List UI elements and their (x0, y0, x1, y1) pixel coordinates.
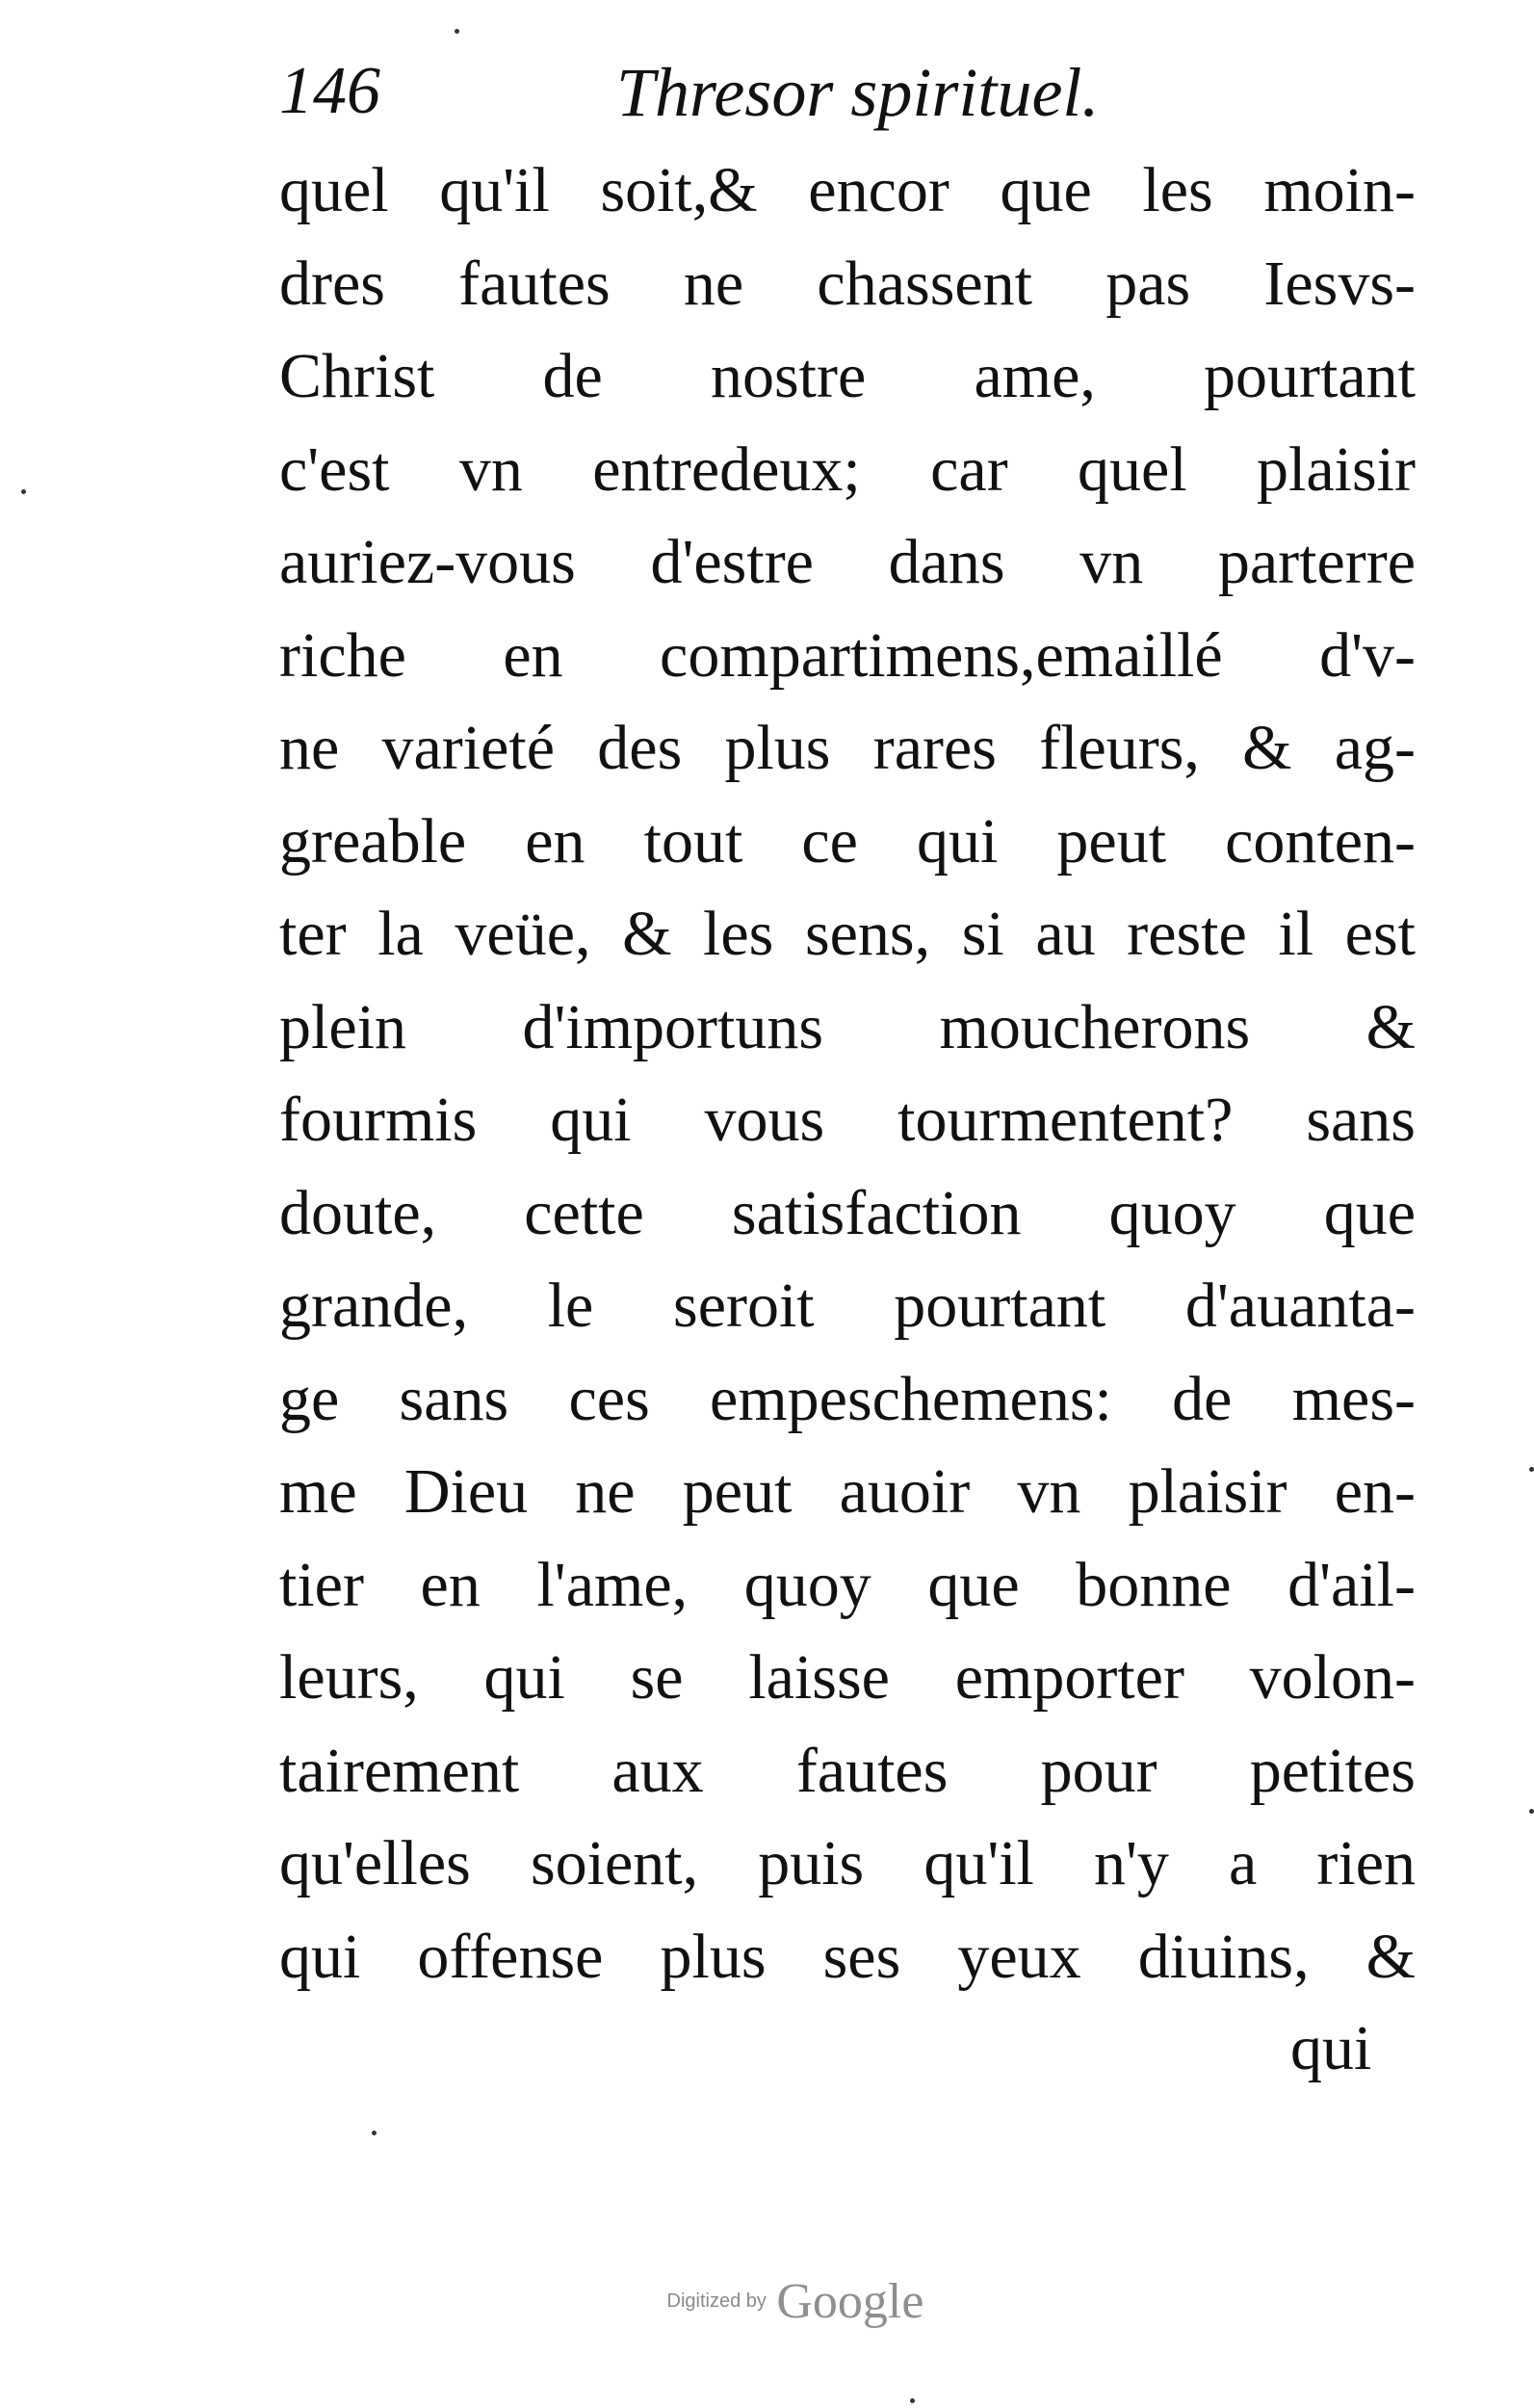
text-line: ge sans ces empeschemens: de mes- (279, 1363, 1416, 1434)
text-line: doute, cette satisfaction quoy que (279, 1177, 1416, 1248)
text-line: qu'elles soient, puis qu'il n'y a rien (279, 1828, 1416, 1898)
running-title: Thresor spirituel. (616, 54, 1100, 131)
text-line: grande, le seroit pourtant d'auanta- (279, 1270, 1416, 1341)
catchword: qui (1290, 2013, 1372, 2083)
text-line: qui offense plus ses yeux diuins, & (279, 1921, 1416, 1992)
text-line: tairement aux fautes pour petites (279, 1735, 1416, 1806)
text-line: auriez-vous d'estre dans vn parterre (279, 527, 1416, 597)
page-header (279, 50, 1435, 156)
scan-speck (21, 489, 26, 494)
page-number: 146 (279, 54, 380, 128)
text-line: ter la veüe, & les sens, si au reste il est (279, 899, 1416, 969)
text-line: Christ de nostre ame, pourtant (279, 341, 1416, 411)
text-line: ne varieté des plus rares fleurs, & ag- (279, 713, 1416, 783)
text-line: greable en tout ce qui peut conten- (279, 805, 1416, 877)
digitized-label: Digitized by (666, 2290, 767, 2312)
digitized-watermark (632, 2273, 959, 2341)
scan-speck (1529, 1809, 1534, 1814)
text-line: c'est vn entredeux; car quel plaisir (279, 433, 1416, 505)
text-line: dres fautes ne chassent pas Iesvs- (279, 248, 1416, 319)
text-line: quel qu'il soit,& encor que les moin- (279, 155, 1416, 225)
scan-speck (1529, 1467, 1534, 1472)
scan-speck (455, 29, 459, 34)
body-text (279, 144, 1416, 2003)
scan-speck (910, 2398, 915, 2403)
scan-speck (372, 2131, 377, 2135)
google-logo: Google (776, 2274, 924, 2329)
text-line: fourmis qui vous tourmentent? sans (279, 1085, 1416, 1155)
text-line: plein d'importuns moucherons & (279, 991, 1416, 1062)
text-line: leurs, qui se laisse emporter volon- (279, 1642, 1416, 1713)
text-line: me Dieu ne peut auoir vn plaisir en- (279, 1456, 1416, 1527)
text-line: riche en compartimens,emaillé d'v- (279, 619, 1416, 691)
text-line: tier en l'ame, quoy que bonne d'ail- (279, 1549, 1416, 1620)
